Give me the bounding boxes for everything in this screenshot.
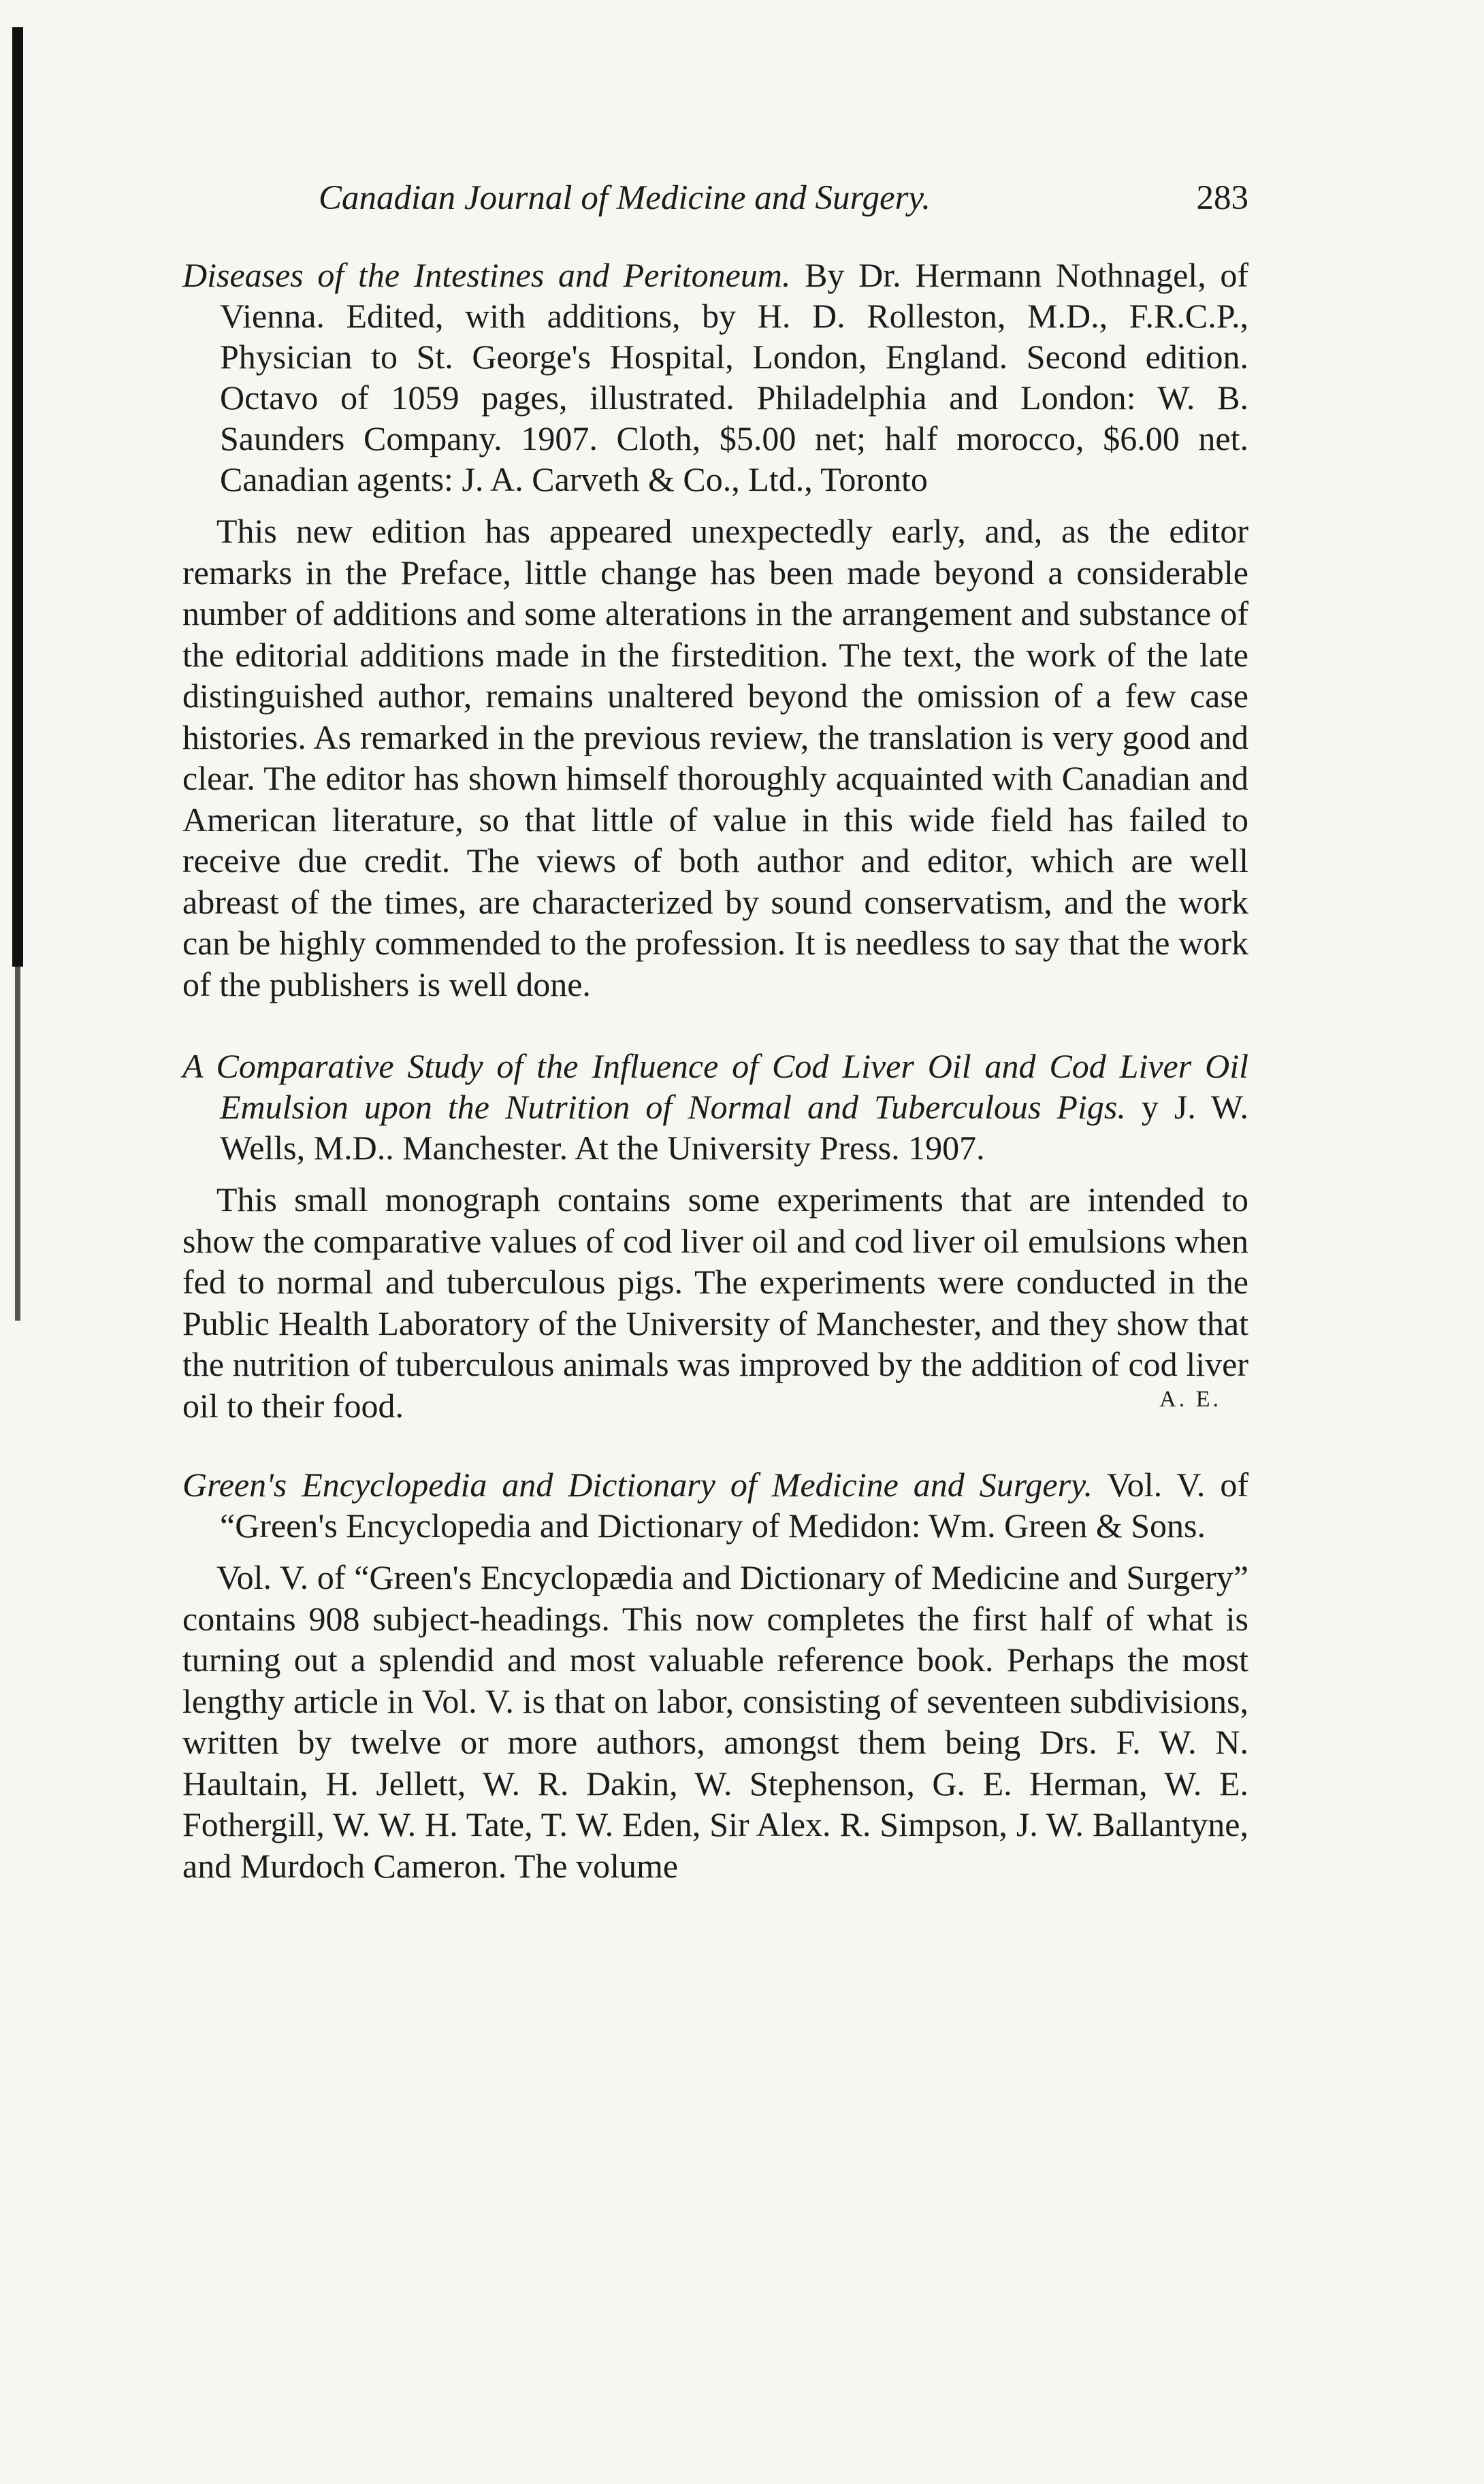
review-heading xyxy=(182,1046,1248,1168)
book-citation: Vol. V. of “Green's Encyclopedia and Dictionary of Medidon: Wm. Green & Sons. xyxy=(220,1466,1249,1545)
book-title: Green's Encyclopedia and Dictionary of Medicine and Surgery. xyxy=(182,1466,1093,1504)
book-title: Diseases of the Intestines and Peritoneum. xyxy=(182,256,791,294)
journal-title: Canadian Journal of Medicine and Surgery. xyxy=(319,179,931,217)
section-gap xyxy=(182,1005,1248,1046)
reviewer-initials: A. E. xyxy=(1159,1387,1221,1412)
book-citation: y J. W. Wells, M.D.. Manchester. At the University Press. 1907. xyxy=(220,1088,1248,1167)
review-body: Vol. V. of “Green's Encyclopædia and Dictionary of Medicine and Surgery” contains 908 subject-headings. This now completes the first half of what is turning out a splendid and most valuable reference book. Perhaps the most lengthy article in Vol. V. is that on labor, consisting of seventeen subdivisions, written by twelve or more authors, amongst them being Drs. F. W. N. Haultain, H. Jellett, W. R. Dakin, W. Stephenson, G. E. Herman, W. E. Fothergill, W. W. H. Tate, T. W. Eden, Sir Alex. R. Simpson, J. W. Ballantyne, and Murdoch Cameron. The volume xyxy=(182,1558,1248,1885)
review-body: This small monograph contains some experiments that are intended to show the comparative values of cod liver oil and cod liver oil emulsions when fed to normal and tuberculous pigs. The experiments were conducted in the Public Health Laboratory of the University of Manchester, and they show that the nutrition of tuberculous animals was improved by the addition of cod liver oil to their food. xyxy=(182,1180,1248,1425)
review-heading xyxy=(182,255,1248,500)
review-entry xyxy=(182,1464,1248,1886)
page-number: 283 xyxy=(1196,179,1248,217)
review-body: This new edition has appeared unexpectedly early, and, as the editor remarks in the Preface, little change has been made beyond a considerable number of additions and some alterations in the arrangement and substance of the editorial additions made in the firstedition. The text, the work of the late distinguished author, remains unaltered beyond the omission of a few case histories. As remarked in the previous review, the translation is very good and clear. The editor has shown himself thoroughly acquainted with Canadian and American literature, so that little of value in this wide field has failed to receive due credit. The views of both author and editor, which are well abreast of the times, are characterized by sound conservatism, and the work can be highly commended to the profession. It is needless to say that the work of the publishers is well done. xyxy=(182,512,1248,1003)
book-citation: By Dr. Hermann Nothnagel, of Vienna. Edited, with additions, by H. D. Rolleston, M.D., F.R.C.P., Physician to St. George's Hospital, London, England. Second edition. Octavo of 1059 pages, illustrated. Philadelphia and London: W. B. Saunders Company. 1907. Cloth, $5.00 net; half morocco, $6.00 net. Canadian agents: J. A. Carveth & Co., Ltd., Toronto xyxy=(220,256,1249,498)
review-entry xyxy=(182,1046,1248,1426)
running-head xyxy=(182,178,1248,226)
page-binding-shadow xyxy=(15,967,20,1321)
page-content xyxy=(182,178,1248,1886)
review-heading xyxy=(182,1464,1248,1546)
book-title: A Comparative Study of the Influence of Cod Liver Oil and Cod Liver Oil Emulsion upon the Nutrition of Normal and Tuberculous Pigs. xyxy=(182,1047,1248,1126)
review-entry xyxy=(182,255,1248,1005)
page-binding-edge xyxy=(12,27,23,967)
section-gap xyxy=(182,1426,1248,1464)
